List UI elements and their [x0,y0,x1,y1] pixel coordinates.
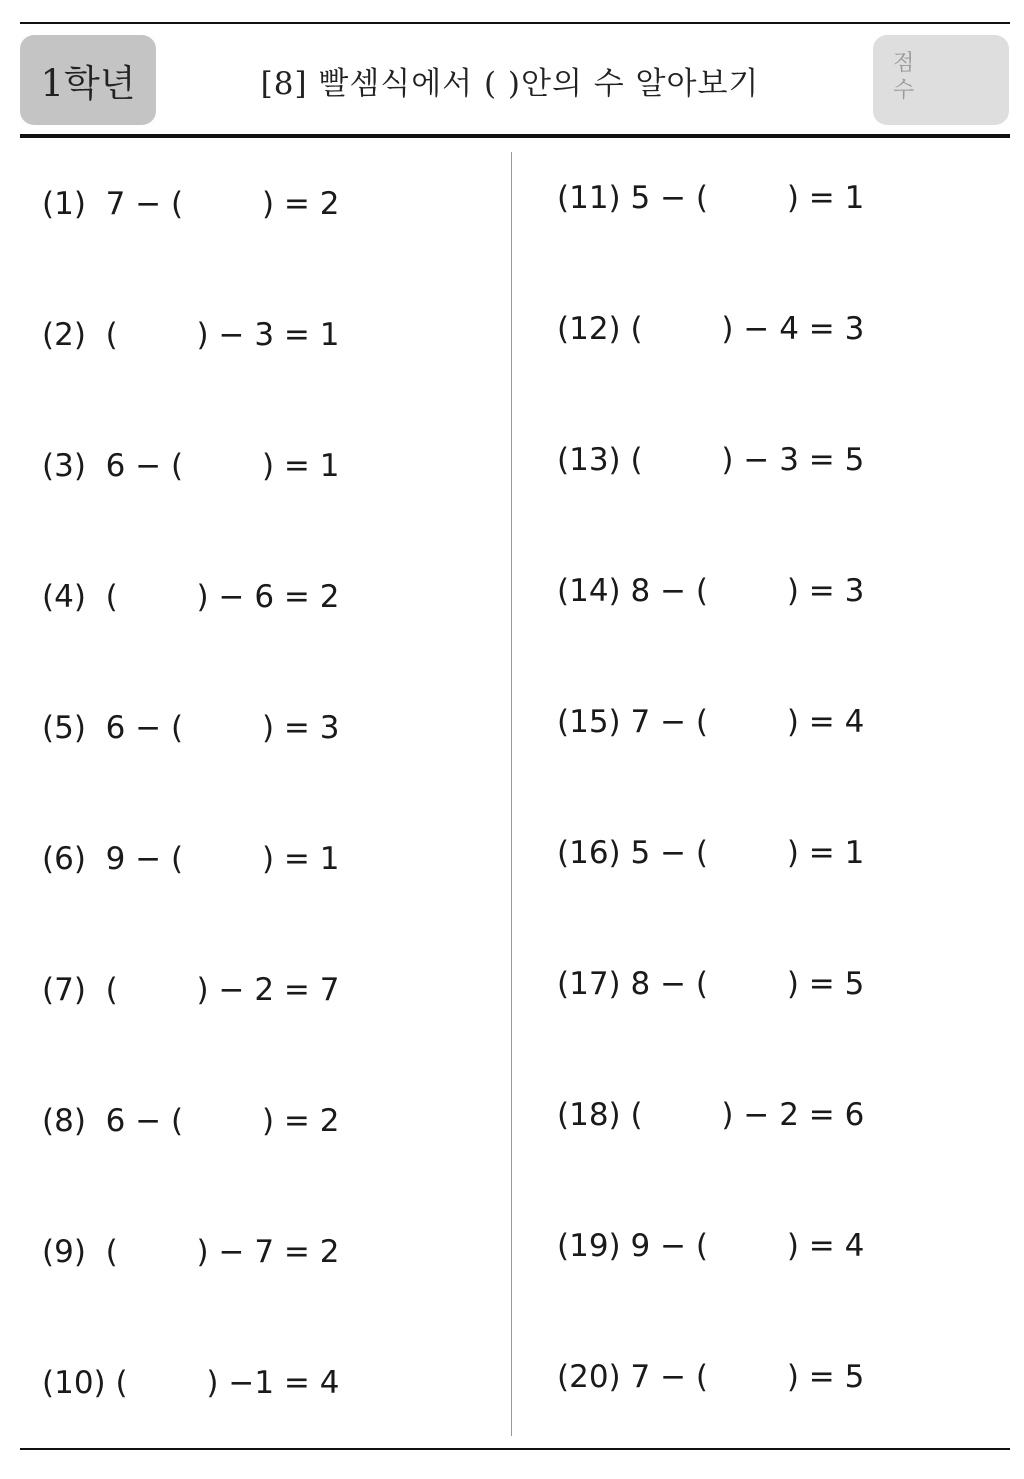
problem-15[interactable]: (15) 7 − ( ) = 4 [557,704,865,740]
problem-20[interactable]: (20) 7 − ( ) = 5 [557,1359,865,1395]
problem-7[interactable]: (7) ( ) − 2 = 7 [42,972,340,1008]
problem-17[interactable]: (17) 8 − ( ) = 5 [557,966,865,1002]
header-bottom-rule [20,134,1010,138]
title-text: [8] 빨셈식에서 ( )안의 수 알아보기 [260,65,760,102]
problem-14[interactable]: (14) 8 − ( ) = 3 [557,573,865,609]
grade-label: 1학년 [40,62,136,105]
problem-3[interactable]: (3) 6 − ( ) = 1 [42,448,340,484]
problem-13[interactable]: (13) ( ) − 3 = 5 [557,442,865,478]
problem-2[interactable]: (2) ( ) − 3 = 1 [42,317,340,353]
problem-10[interactable]: (10) ( ) −1 = 4 [42,1365,340,1401]
problem-4[interactable]: (4) ( ) − 6 = 2 [42,579,340,615]
problem-19[interactable]: (19) 9 − ( ) = 4 [557,1228,865,1264]
top-rule [20,22,1010,24]
worksheet-title [160,35,860,125]
score-label: 점수 [893,51,915,103]
problem-12[interactable]: (12) ( ) − 4 = 3 [557,311,865,347]
problem-11[interactable]: (11) 5 − ( ) = 1 [557,180,865,216]
problem-5[interactable]: (5) 6 − ( ) = 3 [42,710,340,746]
grade-badge [20,35,156,125]
problem-9[interactable]: (9) ( ) − 7 = 2 [42,1234,340,1270]
problem-8[interactable]: (8) 6 − ( ) = 2 [42,1103,340,1139]
problem-6[interactable]: (6) 9 − ( ) = 1 [42,841,340,877]
problem-16[interactable]: (16) 5 − ( ) = 1 [557,835,865,871]
column-divider [511,152,512,1436]
problem-1[interactable]: (1) 7 − ( ) = 2 [42,186,340,222]
bottom-rule [20,1448,1010,1450]
problem-18[interactable]: (18) ( ) − 2 = 6 [557,1097,865,1133]
